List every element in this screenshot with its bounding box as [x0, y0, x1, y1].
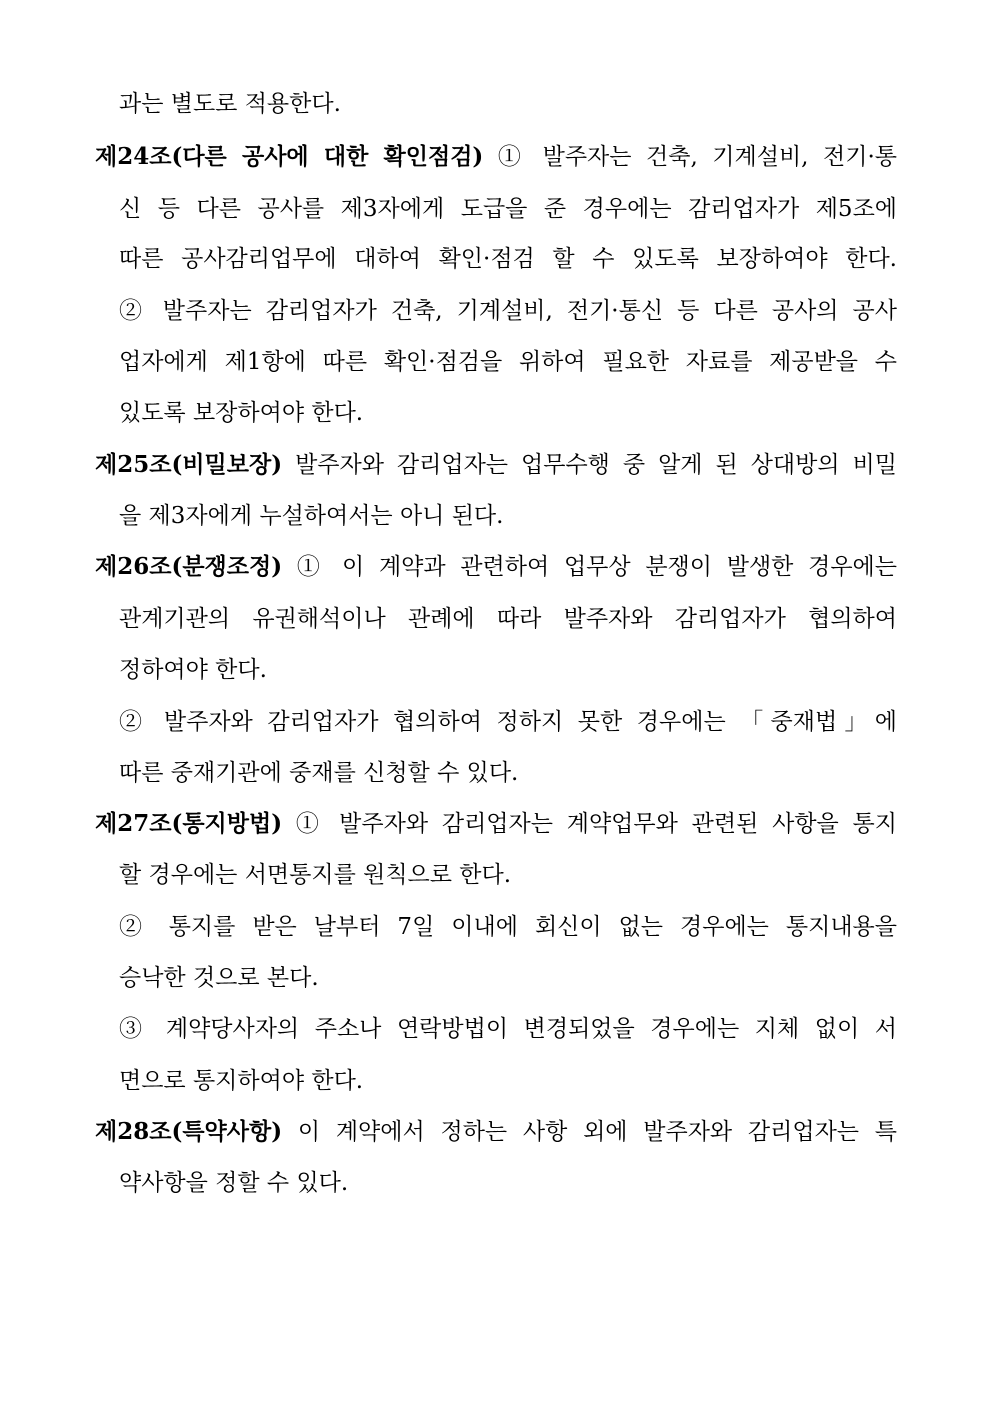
paragraph-line: 신 등 다른 공사를 제3자에게 도급을 준 경우에는 감리업자가 제5조에 [119, 196, 897, 222]
article-25-first-line [95, 448, 897, 482]
article-27-first-line [95, 807, 897, 841]
article-27-text: ① 발주자와 감리업자는 계약업무와 관련된 사항을 통지 [282, 811, 897, 837]
article-25-heading: 제25조(비밀보장) [95, 451, 283, 478]
paragraph-line: 약사항을 정할 수 있다. [119, 1170, 349, 1196]
paragraph-line: 정하여야 한다. [119, 657, 267, 683]
paragraph-line: 할 경우에는 서면통지를 원칙으로 한다. [119, 862, 512, 888]
paragraph-line: 을 제3자에게 누설하여서는 아니 된다. [119, 503, 504, 529]
article-28-text: 이 계약에서 정하는 사항 외에 발주자와 감리업자는 특 [282, 1119, 897, 1145]
article-26-text: ① 이 계약과 관련하여 업무상 분쟁이 발생한 경우에는 [282, 554, 897, 580]
paragraph-line: ③ 계약당사자의 주소나 연락방법이 변경되었을 경우에는 지체 없이 서 [119, 1016, 897, 1042]
paragraph-line: 면으로 통지하여야 한다. [119, 1068, 364, 1094]
paragraph-line: ② 발주자는 감리업자가 건축, 기계설비, 전기·통신 등 다른 공사의 공사 [119, 298, 897, 324]
article-24-text: ① 발주자는 건축, 기계설비, 전기·통 [483, 144, 897, 170]
paragraph-line: ② 발주자와 감리업자가 협의하여 정하지 못한 경우에는 「중재법」에 [119, 709, 897, 735]
paragraph-line: 과는 별도로 적용한다. [119, 91, 341, 117]
article-28-first-line [95, 1115, 897, 1149]
article-28-heading: 제28조(특약사항) [95, 1118, 283, 1145]
paragraph-line: 관계기관의 유권해석이나 관례에 따라 발주자와 감리업자가 협의하여 [119, 606, 897, 632]
paragraph-line: 승낙한 것으로 본다. [119, 965, 319, 991]
paragraph-line: 따른 공사감리업무에 대하여 확인·점검 할 수 있도록 보장하여야 한다. [119, 246, 897, 272]
article-25-text: 발주자와 감리업자는 업무수행 중 알게 된 상대방의 비밀 [282, 452, 897, 478]
paragraph-line: ② 통지를 받은 날부터 7일 이내에 회신이 없는 경우에는 통지내용을 [119, 914, 897, 940]
article-26-heading: 제26조(분쟁조정) [95, 553, 283, 580]
article-27-heading: 제27조(통지방법) [95, 810, 283, 837]
article-24-first-line [95, 140, 897, 174]
paragraph-line: 따른 중재기관에 중재를 신청할 수 있다. [119, 760, 519, 786]
paragraph-line: 업자에게 제1항에 따른 확인·점검을 위하여 필요한 자료를 제공받을 수 [119, 349, 897, 375]
paragraph-line: 있도록 보장하여야 한다. [119, 400, 364, 426]
article-26-first-line [95, 550, 897, 584]
article-24-heading: 제24조(다른 공사에 대한 확인점검) [95, 143, 484, 170]
